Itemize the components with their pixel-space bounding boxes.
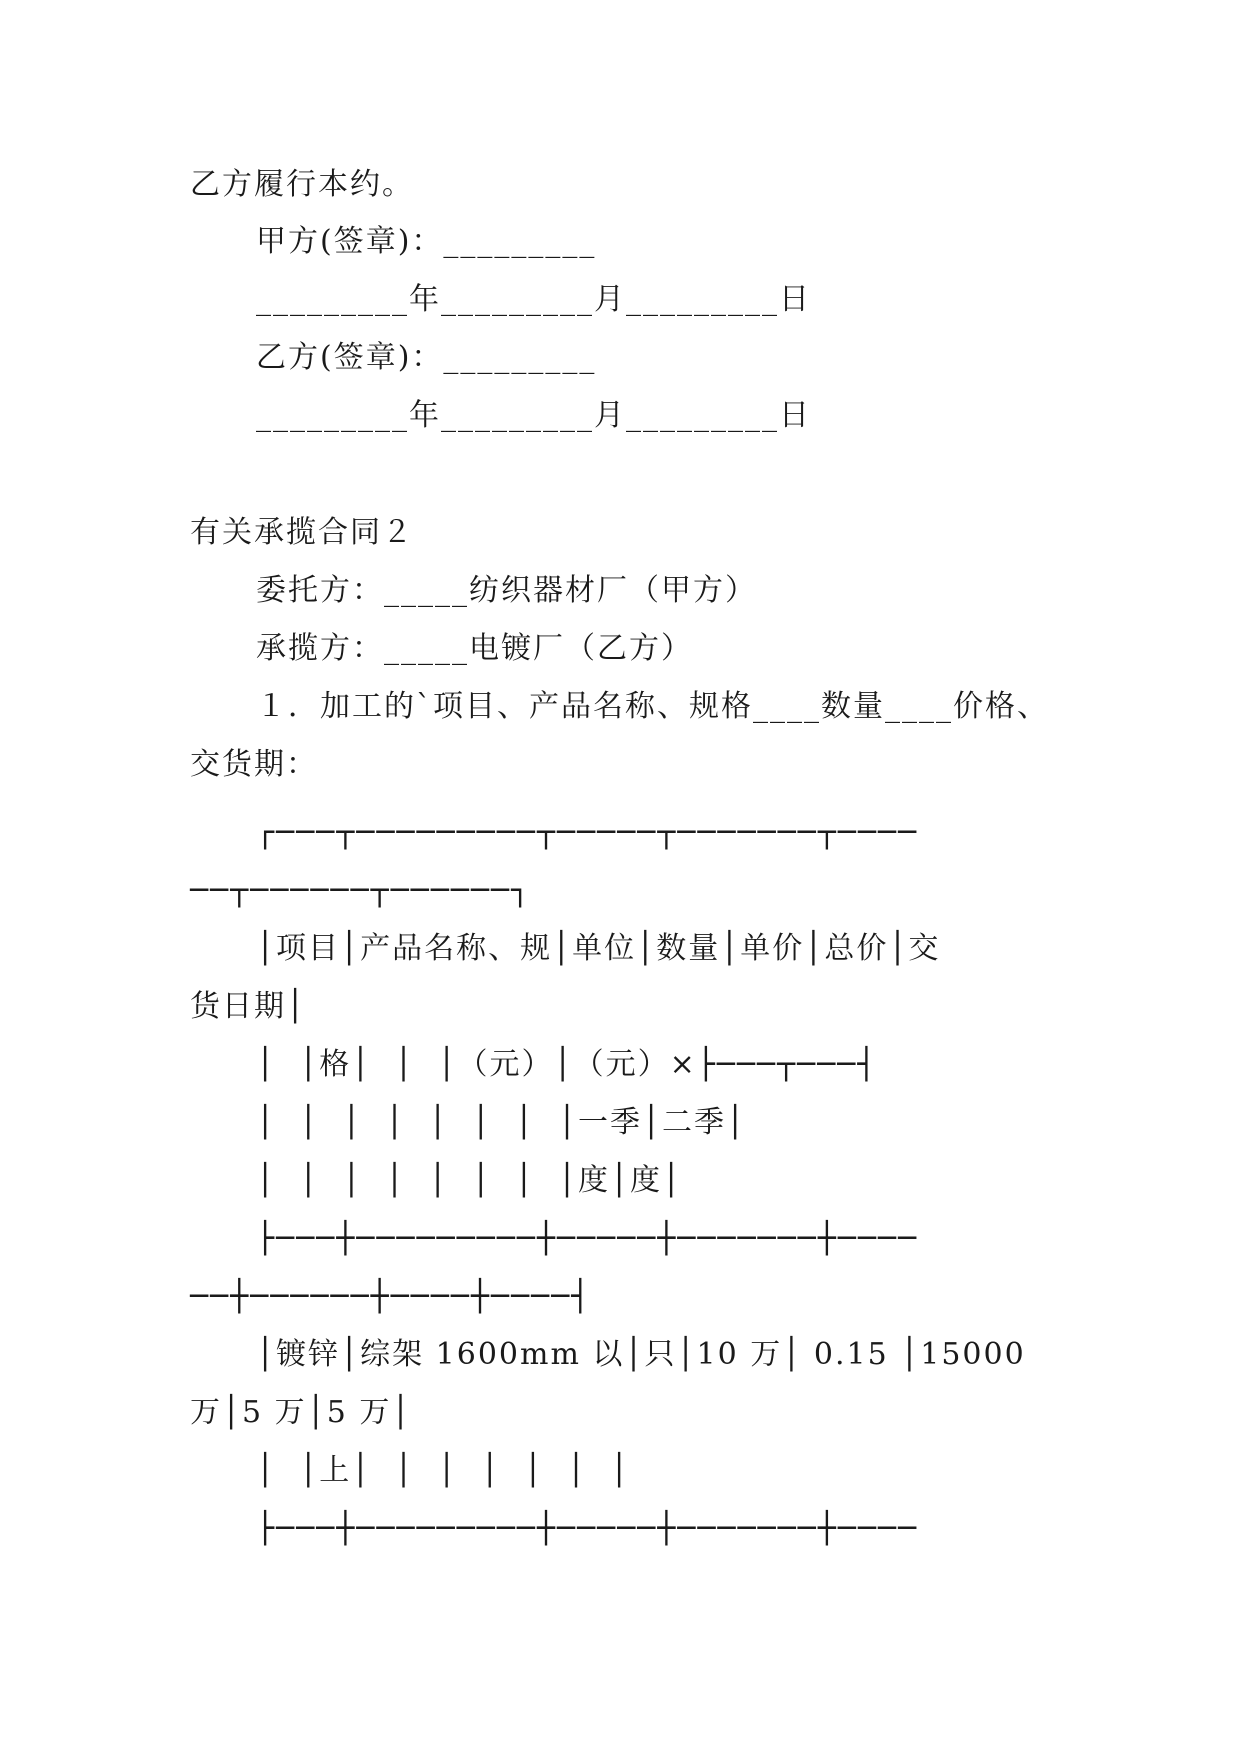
text-line-fulfill: 乙方履行本约。 (190, 167, 414, 202)
table-data-row-2: │ │上│ │ │ │ │ │ │ (256, 1453, 631, 1488)
table-border-top: ┌───┬─────────┬─────┬───────┬──── (256, 815, 919, 850)
table-data-row: │镀锌│综架 1600mm 以│只│10 万│ 0.15 │15000 (256, 1337, 1026, 1372)
table-border-mid-cont: ──┼──────┼────┼────┤ (190, 1279, 592, 1314)
table-header-row-3: │ │ │ │ │ │ │ │一季│二季│ (256, 1105, 747, 1140)
section-title: 有关承揽合同２ (190, 515, 414, 550)
table-header-row: │项目│产品名称、规│单位│数量│单价│总价│交 (256, 931, 941, 966)
text-line-party-a-sign: 甲方(签章)：_________ (256, 224, 597, 259)
text-line-date-a: _________年_________月_________日 (256, 282, 811, 317)
table-header-row-4: │ │ │ │ │ │ │ │度│度│ (256, 1163, 683, 1198)
table-data-row-cont: 万│5 万│5 万│ (190, 1395, 412, 1430)
text-line-party-b-sign: 乙方(签章)：_________ (256, 340, 597, 375)
text-line-date-b: _________年_________月_________日 (256, 398, 811, 433)
text-line-client: 委托方：_____纺织器材厂（甲方） (256, 573, 757, 608)
table-header-row-2: │ │格│ │ │（元）│（元）×├───┬───┤ (256, 1047, 878, 1082)
table-border-bottom: ├───┼─────────┼─────┼───────┼──── (256, 1511, 919, 1546)
text-line-contractor: 承揽方：_____电镀厂（乙方） (256, 631, 693, 666)
text-line-item-1: １．加工的`项目、产品名称、规格____数量____价格、 (256, 689, 1049, 724)
table-border-top-cont: ──┬──────┬──────┐ (190, 873, 532, 908)
table-header-row-cont: 货日期│ (190, 989, 307, 1024)
text-line-delivery: 交货期： (190, 747, 318, 782)
table-border-mid: ├───┼─────────┼─────┼───────┼──── (256, 1221, 919, 1256)
